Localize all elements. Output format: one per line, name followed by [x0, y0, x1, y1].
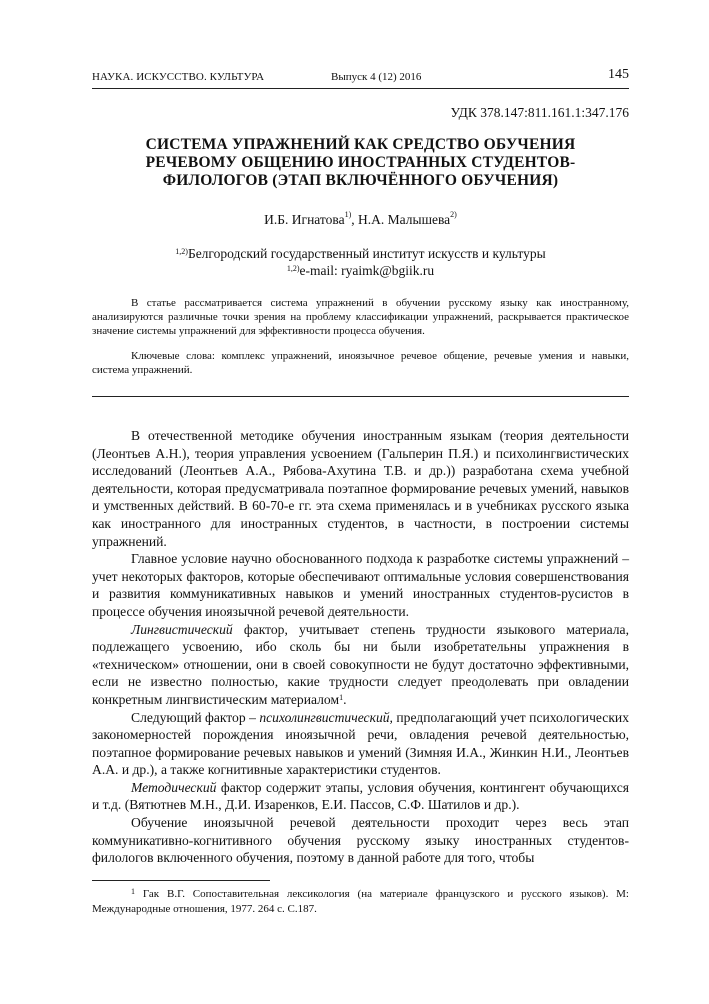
paragraph-3-text: фактор, учитывает степень трудности языкового материала, подлежащего усвоению, ибо сколь бы ни были изобретательны упражнения в «техническом» отношении, они в своей совокупности не будут достаточно эффективными, если не известно полностью, какие трудности следует преодолевать при овладении конкретным лингвистическим материалом [92, 621, 629, 707]
title-line-2: РЕЧЕВОМУ ОБЩЕНИЮ ИНОСТРАННЫХ СТУДЕНТОВ- [145, 154, 576, 171]
paragraph-4-start: Следующий фактор – [131, 709, 260, 725]
author-2: Н.А. Малышева [358, 212, 451, 227]
institution: Белгородский государственный институт искусств и культуры [187, 246, 546, 261]
paragraph-1: В отечественной методике обучения иностранным языкам (теория деятельности (Леонтьев А.Н.), теория управления усвоением (Гальперин П.Я.) и психолингвистических исследований (Леонтьев А.А., Рябова-Ахутина Т.В. и др.)) разработана схема учебной деятельности, которая предусматривала поэтапное формирование речевых умений, навыков и умственных действий. В 60-70-е гг. эта схема применялась и в учебниках русского языка как иностранного для иностранных студентов, в частности, в построении системы упражнений. [92, 428, 629, 549]
page-number: 145 [608, 67, 629, 82]
title-line-1: СИСТЕМА УПРАЖНЕНИЙ КАК СРЕДСТВО ОБУЧЕНИЯ [145, 136, 576, 153]
footnote-text: Гак В.Г. Сопоставительная лексикология (на материале французского и русского языков). М: Международные отношения, 1977. 264 с. С.187. [92, 888, 629, 915]
footnote-ref[interactable]: 1 [339, 692, 344, 702]
paragraph-4-text: предполагающий учет психологических закономерностей порождения иноязычной речи, овладения речевой деятельностью, поэтапное формирование речевых навыков и умений (Зимняя И.А., Жинкин Н.И., Леонтьев А.А. и др.), а также когнитивные характеристики студентов. [92, 709, 629, 778]
footnote [92, 887, 629, 916]
authors [92, 212, 629, 228]
author-1: И.Б. Игнатова [264, 212, 345, 227]
paragraph-3-end: . [343, 691, 347, 707]
author-2-mark: 2) [450, 210, 457, 219]
footnote-rule [92, 880, 270, 881]
paragraph-2: Главное условие научно обоснованного подхода к разработке системы упражнений – учет некоторых факторов, которые обеспечивают оптимальные условия совершенствования и развития коммуникативных навыков и умений иностранных студентов-русистов в процессе обучения иноязычной речевой деятельности. [92, 551, 629, 619]
journal-name: НАУКА. ИСКУССТВО. КУЛЬТУРА [92, 71, 265, 83]
header-rule [92, 88, 629, 89]
email-mark: 1,2) [286, 264, 300, 273]
paragraph-3 [92, 621, 629, 709]
article-title [110, 136, 611, 190]
article-body [92, 427, 629, 867]
author-1-mark: 1) [344, 210, 352, 219]
paragraph-4 [92, 709, 629, 779]
udc-code: УДК 378.147:811.161.1:347.176 [450, 105, 629, 120]
methodical-term: Методический [131, 779, 217, 795]
title-line-3: ФИЛОЛОГОВ (ЭТАП ВКЛЮЧЁННОГО ОБУЧЕНИЯ) [162, 172, 559, 189]
issue-label: Выпуск 4 (12) 2016 [331, 71, 422, 83]
paragraph-5 [92, 779, 629, 814]
abstract: В статье рассматривается система упражнений в обучении русскому языку как иностранному, анализируются различные точки зрения на проблему классификации упражнений, раскрывается практическое значение системы упражнений для эффективности процесса обучения. [92, 297, 629, 338]
paragraph-6: Обучение иноязычной речевой деятельности проходит через весь этап коммуникативно-когнитивного обучения русскому языку иностранных студентов-филологов включенного обучения, поэтому в данной работе для того, чтобы [92, 815, 629, 866]
psycholinguistic-term: психолингвистический, [259, 709, 393, 725]
linguistic-term: Лингвистический [131, 621, 233, 637]
email: e-mail: ryaimk@bgiik.ru [299, 263, 435, 278]
paragraph-5-text: фактор содержит этапы, условия обучения, контингент обучающихся и т.д. (Вятютнев М.Н., Д.И. Изаренков, Е.И. Пассов, С.Ф. Шатилов и др.). [92, 779, 629, 813]
footnote-mark: 1 [131, 887, 135, 896]
abstract-rule [92, 396, 629, 397]
author-separator: , [351, 212, 359, 227]
affiliation-mark: 1,2) [175, 247, 188, 256]
keywords: Ключевые слова: комплекс упражнений, иноязычное речевое общение, речевые умения и навыки, система упражнений. [92, 350, 629, 377]
running-head [92, 66, 629, 86]
affiliation [92, 245, 629, 279]
